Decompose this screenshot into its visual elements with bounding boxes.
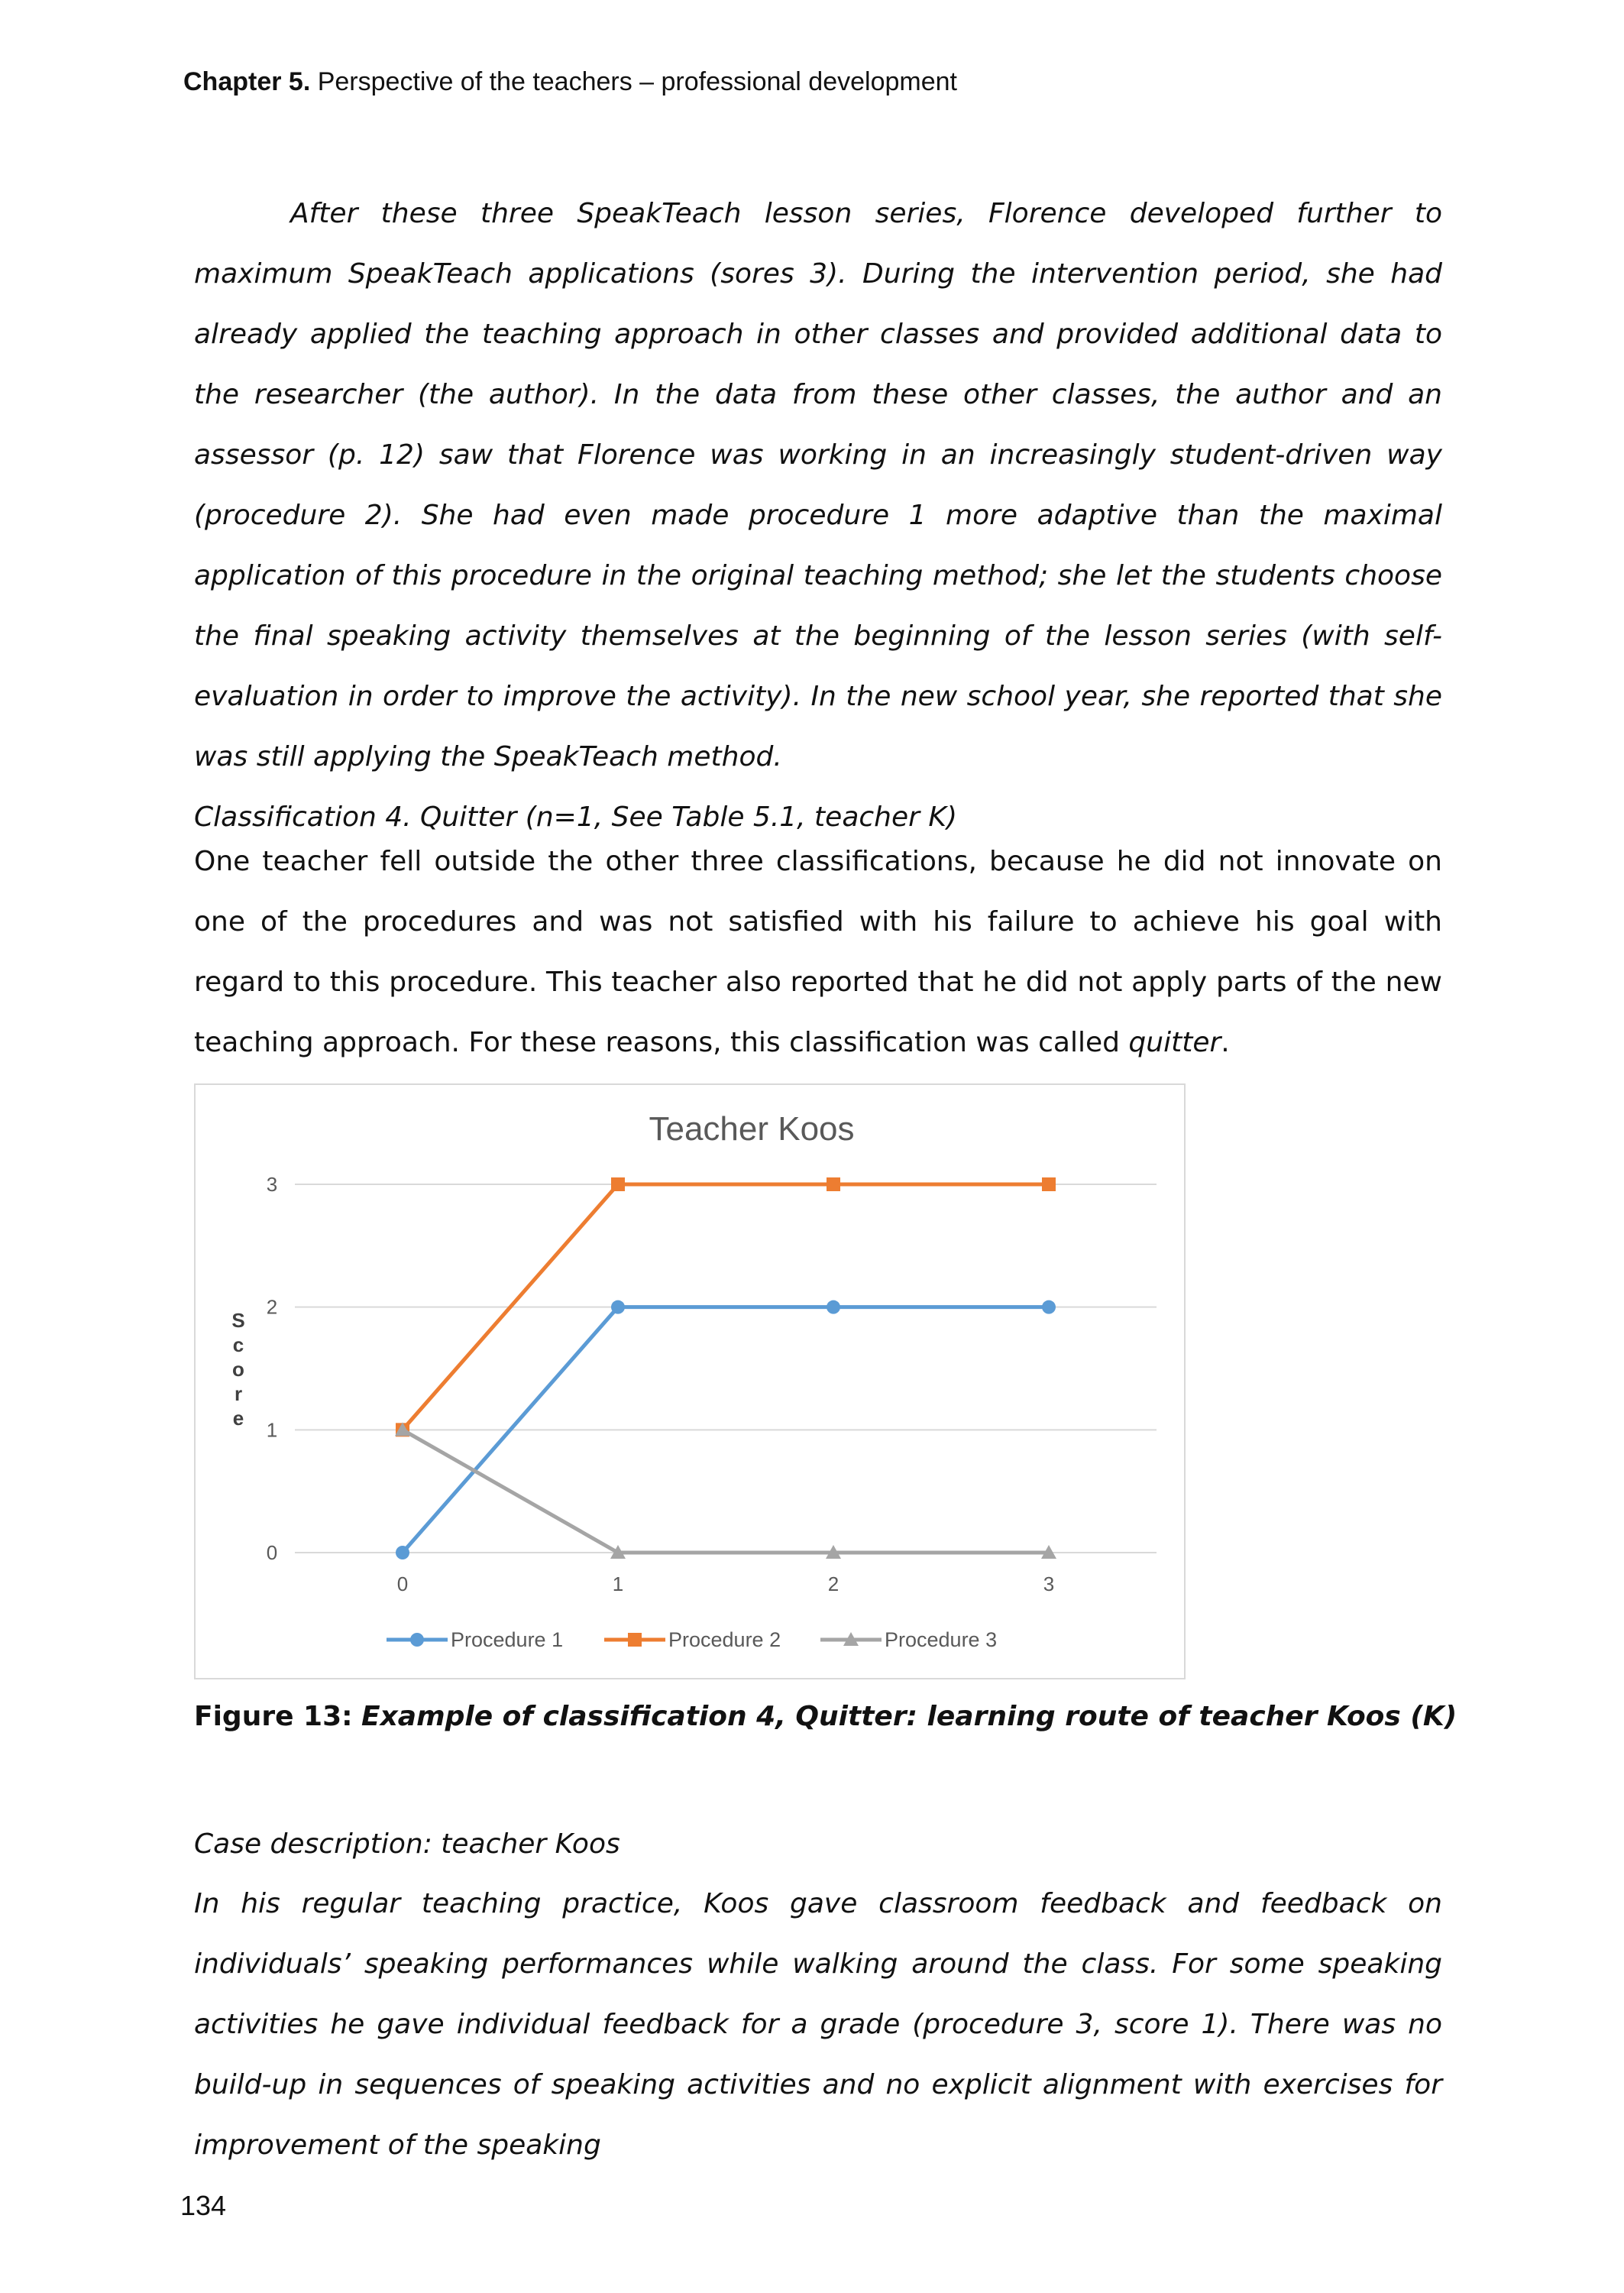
paragraph-quitter <box>194 831 1442 1073</box>
paragraph-koos: In his regular teaching practice, Koos gave classroom feedback and feedback on individuals’ speaking performances while walking around the class. For some speaking activities he gave individual feedback for a grade (procedure 3, score 1). There was no build-up in sequences of speaking activities and no explicit alignment with exercises for improvement of the speaking <box>194 1888 1442 2161</box>
data-point-procedure-1 <box>827 1300 840 1314</box>
running-header <box>183 67 957 97</box>
legend-label-procedure-3: Procedure 3 <box>885 1628 998 1651</box>
x-tick-label: 0 <box>396 1572 409 1595</box>
paragraph-quitter-end: . <box>1221 1027 1230 1058</box>
case-heading: Case description: teacher Koos <box>194 1828 620 1860</box>
y-axis-label-letter: e <box>232 1407 244 1430</box>
classification-heading: Classification 4. Quitter (n=1, See Table 5.1, teacher K) <box>194 802 958 833</box>
chapter-label: Chapter 5. <box>183 67 311 96</box>
chart-canvas <box>196 1085 1184 1678</box>
chart-title: Teacher Koos <box>649 1110 855 1148</box>
x-tick-label: 1 <box>612 1572 624 1595</box>
figure-label: Figure 13: <box>194 1701 353 1732</box>
line-chart <box>194 1083 1186 1679</box>
y-axis-label-letter: o <box>232 1358 244 1381</box>
y-tick-label: 1 <box>266 1418 278 1442</box>
chapter-title: Perspective of the teachers – professional development <box>317 67 957 96</box>
legend-label-procedure-2: Procedure 2 <box>668 1628 781 1651</box>
x-tick-label: 3 <box>1043 1572 1055 1595</box>
y-axis-label-letter: r <box>234 1382 243 1405</box>
y-tick-label: 3 <box>266 1173 278 1196</box>
data-point-procedure-2 <box>1042 1177 1056 1191</box>
legend-label-procedure-1: Procedure 1 <box>451 1628 564 1651</box>
y-tick-label: 2 <box>266 1295 278 1319</box>
data-point-procedure-1 <box>1042 1300 1056 1314</box>
figure-caption-text: Example of classification 4, Quitter: learning route of teacher Koos (K) <box>361 1701 1457 1732</box>
quitter-term: quitter <box>1128 1027 1221 1058</box>
data-point-procedure-1 <box>611 1300 625 1314</box>
y-axis-label-letter: S <box>231 1309 245 1332</box>
legend-marker-procedure-1 <box>410 1633 424 1647</box>
legend-marker-procedure-2 <box>628 1633 642 1647</box>
paragraph-quitter-text: One teacher fell outside the other three classifications, because he did not innovate on one of the procedures and was not satisfied with his failure to achieve his goal with regard to this procedure. This teacher also reported that he did not apply parts of the new teaching approach. For these reasons, this classification was called <box>194 846 1442 1058</box>
data-point-procedure-1 <box>396 1546 409 1559</box>
paragraph-florence: After these three SpeakTeach lesson series, Florence developed further to maximum SpeakTeach applications (sores 3). During the intervention period, she had already applied the teaching approach in other classes and provided additional data to the researcher (the author). In the data from these other classes, the author and an assessor (p. 12) saw that Florence was working in an increasingly student-driven way (procedure 2). She had even made procedure 1 more adaptive than the maximal application of this procedure in the original teaching method; she let the students choose the final speaking activity themselves at the beginning of the lesson series (with self-evaluation in order to improve the activity). In the new school year, she reported that she was still applying the SpeakTeach method. <box>194 198 1442 772</box>
page-number: 134 <box>180 2190 227 2221</box>
data-point-procedure-2 <box>827 1177 840 1191</box>
series-line-procedure-3 <box>403 1430 1049 1553</box>
y-tick-label: 0 <box>266 1541 278 1564</box>
y-axis-label-letter: c <box>232 1333 244 1356</box>
x-tick-label: 2 <box>827 1572 839 1595</box>
data-point-procedure-2 <box>611 1177 625 1191</box>
figure-caption <box>194 1698 1457 1736</box>
